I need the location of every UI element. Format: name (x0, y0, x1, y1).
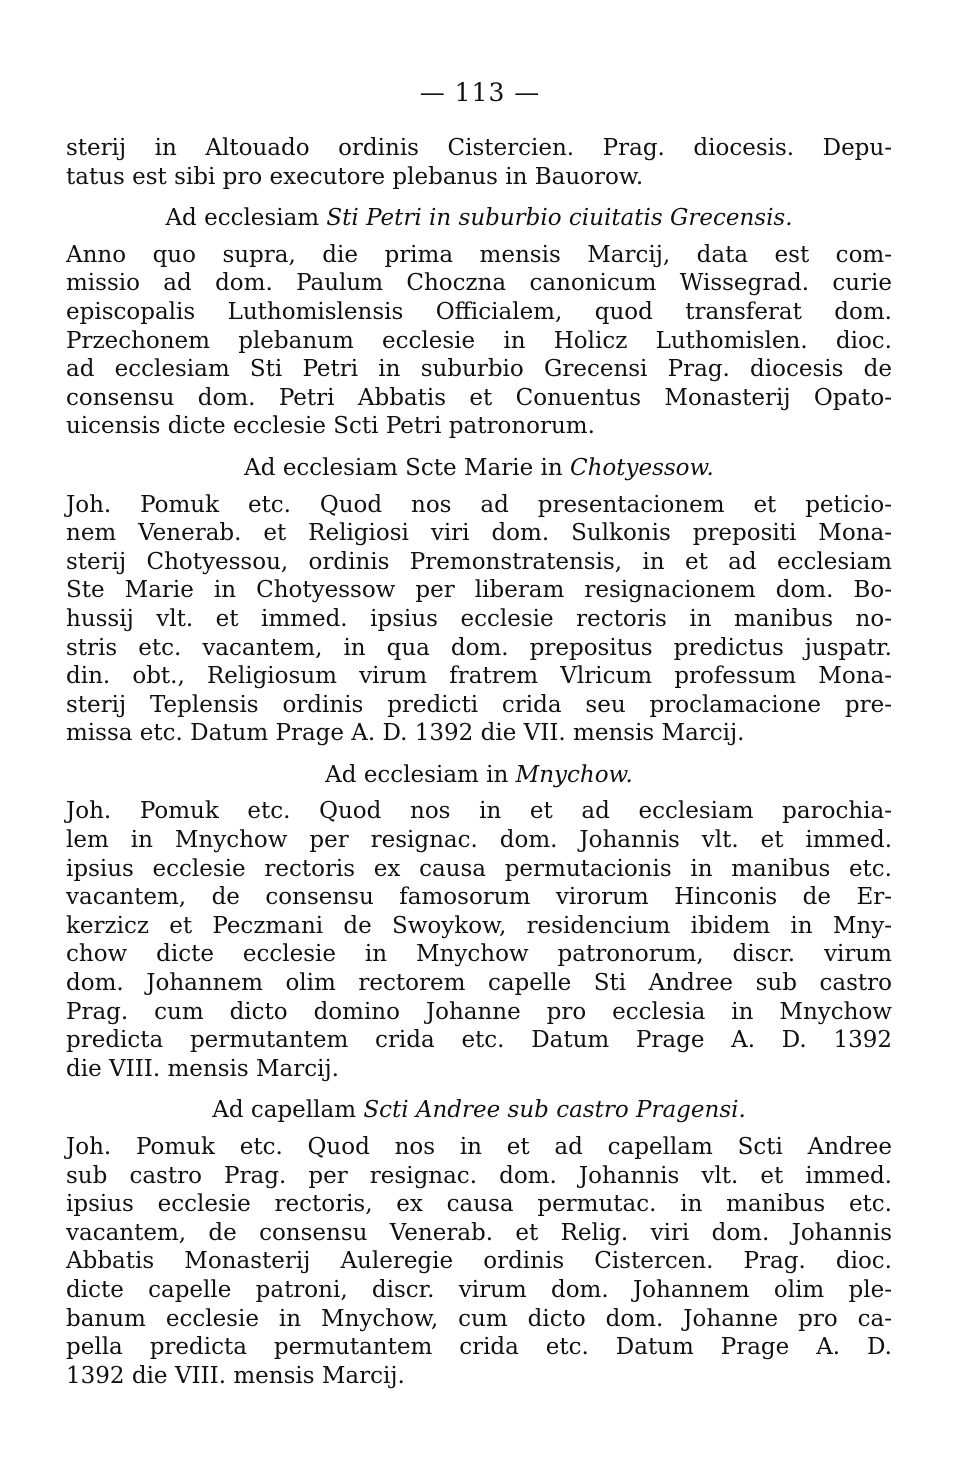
heading-italic-text: Mnychow. (515, 761, 633, 788)
text-line: Prag. cum dicto domino Johanne pro ecclesia in Mnychow (66, 998, 892, 1025)
text-line: lem in Mnychow per resignac. dom. Johannis vlt. et immed. (66, 827, 892, 854)
text-line: die VIII. mensis Marcij. (66, 1055, 339, 1082)
text-line: Abbatis Monasterij Auleregie ordinis Cistercen. Prag. dioc. (66, 1248, 892, 1275)
text-line: 1392 die VIII. mensis Marcij. (66, 1362, 405, 1389)
text-line: ad ecclesiam Sti Petri in suburbio Grecensi Prag. diocesis de (66, 356, 892, 383)
text-line: Joh. Pomuk etc. Quod nos in et ad capellam Scti Andree (66, 1134, 892, 1160)
heading-text: Ad ecclesiam in (325, 761, 516, 788)
text-line: predicta permutantem crida etc. Datum Prage A. D. 1392 (66, 1027, 892, 1054)
text-line: hussij vlt. et immed. ipsius ecclesie rectoris in manibus no- (66, 605, 892, 632)
heading-italic-text: Chotyessow. (569, 454, 714, 481)
text-line: sterij in Altouado ordinis Cistercien. Prag. diocesis. Depu- (66, 135, 892, 161)
text-line: vacantem, de consensu Venerab. et Relig. viri dom. Johannis (66, 1219, 892, 1246)
text-line: Przechonem plebanum ecclesie in Holicz Luthomislen. dioc. (66, 327, 892, 354)
heading-italic-text: Sti Petri in suburbio ciuitatis Grecensis. (326, 205, 793, 232)
section-heading (66, 204, 892, 233)
paragraph (66, 1133, 892, 1390)
heading-text: Ad capellam (212, 1097, 364, 1124)
text-line: missa etc. Datum Prage A. D. 1392 die VII. mensis Marcij. (66, 720, 745, 747)
section-heading (66, 761, 892, 790)
text-line: sub castro Prag. per resignac. dom. Johannis vlt. et immed. (66, 1162, 892, 1189)
paragraph (66, 491, 892, 748)
text-line: Anno quo supra, die prima mensis Marcij, data est com- (66, 241, 892, 268)
text-line: stris etc. vacantem, in qua dom. prepositus predictus juspatr. (66, 634, 892, 661)
text-line: sterij Chotyessou, ordinis Premonstratensis, in et ad ecclesiam (66, 548, 892, 575)
page-number: — 113 — (419, 78, 541, 107)
text-line: din. obt., Religiosum virum fratrem Vlricum professum Mona- (66, 663, 892, 690)
paragraph (66, 797, 892, 1083)
document-body (66, 134, 892, 1390)
text-line: tatus est sibi pro executore plebanus in Bauorow. (66, 163, 644, 190)
heading-text: Ad ecclesiam (165, 205, 327, 232)
text-line: ipsius ecclesie rectoris, ex causa permutac. in manibus etc. (66, 1191, 892, 1218)
text-line: dicte capelle patroni, discr. virum dom. Johannem olim ple- (66, 1276, 892, 1303)
text-line: Ste Marie in Chotyessow per liberam resignacionem dom. Bo- (66, 577, 892, 604)
section-heading (66, 454, 892, 483)
text-line: dom. Johannem olim rectorem capelle Sti Andree sub castro (66, 970, 892, 997)
text-line: Joh. Pomuk etc. Quod nos in et ad ecclesiam parochia- (66, 798, 892, 825)
text-line: episcopalis Luthomislensis Officialem, quod transferat dom. (66, 298, 892, 325)
text-line: uicensis dicte ecclesie Scti Petri patronorum. (66, 413, 595, 440)
text-line: pella predicta permutantem crida etc. Datum Prage A. D. (66, 1334, 892, 1361)
heading-text: Ad ecclesiam Scte Marie in (244, 454, 570, 481)
text-line: ipsius ecclesie rectoris ex causa permutacionis in manibus etc. (66, 855, 892, 882)
text-line: chow dicte ecclesie in Mnychow patronorum, discr. virum (66, 941, 892, 968)
heading-italic-text: Scti Andree sub castro Pragensi. (363, 1097, 746, 1124)
text-line: nem Venerab. et Religiosi viri dom. Sulkonis prepositi Mona- (66, 520, 892, 547)
paragraph (66, 241, 892, 441)
text-line: Joh. Pomuk etc. Quod nos ad presentacionem et peticio- (66, 491, 892, 518)
section-heading (66, 1096, 892, 1125)
text-line: banum ecclesie in Mnychow, cum dicto dom. Johanne pro ca- (66, 1305, 892, 1332)
text-line: sterij Teplensis ordinis predicti crida seu proclamacione pre- (66, 691, 892, 718)
paragraph (66, 134, 892, 191)
text-line: consensu dom. Petri Abbatis et Conuentus Monasterij Opato- (66, 384, 892, 411)
text-line: kerzicz et Peczmani de Swoykow, residencium ibidem in Mny- (66, 912, 892, 939)
text-line: vacantem, de consensu famosorum virorum Hinconis de Er- (66, 884, 892, 911)
text-line: missio ad dom. Paulum Choczna canonicum Wissegrad. curie (66, 270, 892, 297)
